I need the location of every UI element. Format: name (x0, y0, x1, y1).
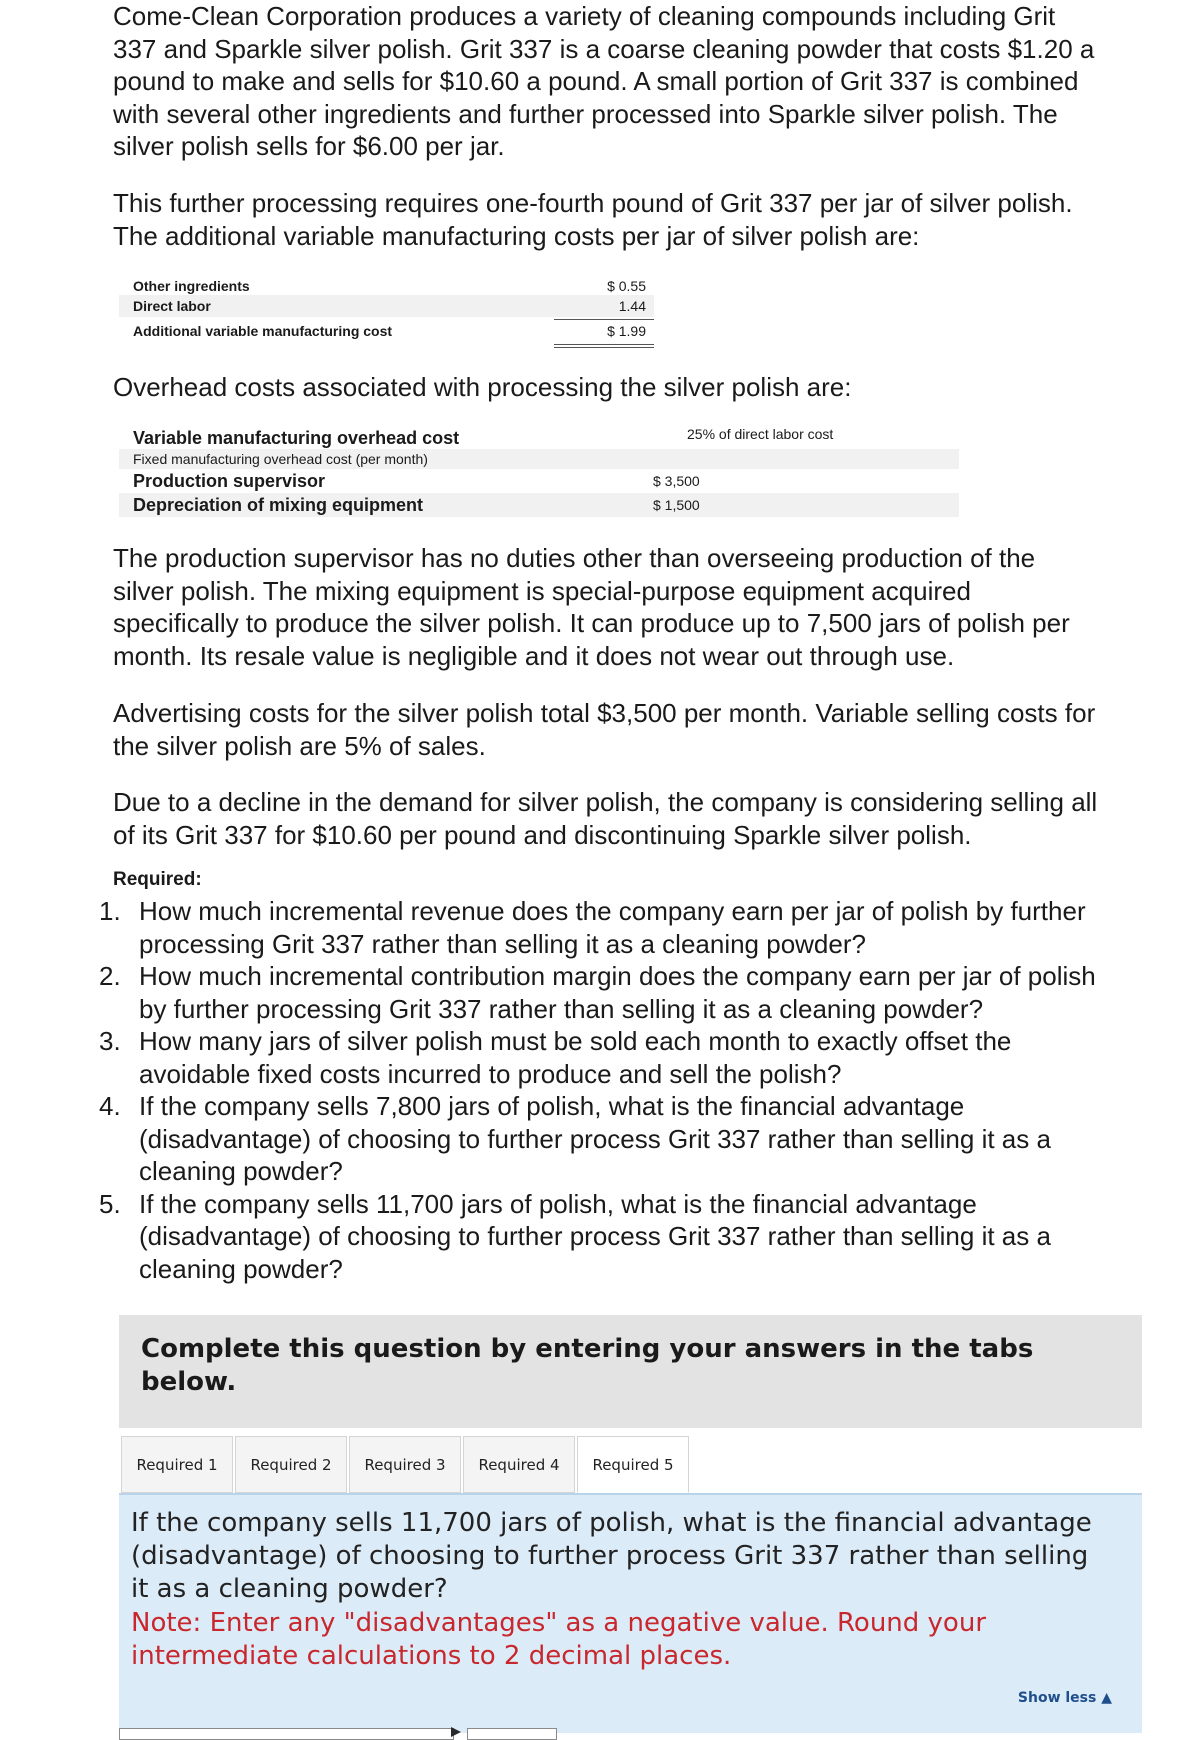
variable-overhead-label: Variable manufacturing overhead cost (133, 428, 460, 448)
table-row (119, 275, 654, 297)
table-row (119, 295, 654, 317)
supervisor-label: Production supervisor (133, 471, 326, 491)
list-item: 2. How much incremental contribution margin does the company earn per jar of polish by further processing Grit 337 rather than selling it as a cleaning powder? (99, 961, 1096, 1024)
list-item: 3. How many jars of silver polish must be sold each month to exactly offset the avoidable fixed costs incurred to produce and sell the polish? (99, 1026, 1012, 1089)
triangle-up-icon: ▲ (1101, 1690, 1112, 1706)
panel-question: If the company sells 11,700 jars of polish, what is the financial advantage (disadvantage) of choosing to further process Grit 337 rather than selling it as a cleaning powder? (131, 1508, 1092, 1604)
answer-table-strip (119, 1725, 1142, 1735)
direct-labor-label: Direct labor (133, 298, 211, 314)
overhead-table (119, 425, 959, 517)
answer-input[interactable] (467, 1728, 557, 1740)
table-row-total (119, 320, 654, 342)
instructions-banner: Complete this question by entering your answers in the tabs below. (119, 1315, 1142, 1428)
additional-cost-amount: $ 1.99 (607, 323, 646, 339)
tab-required-2[interactable]: Required 2 (235, 1436, 347, 1493)
advertising-paragraph: Advertising costs for the silver polish total $3,500 per month. Variable selling costs for the silver polish are 5% of sales. (113, 698, 1096, 761)
list-item: 1. How much incremental revenue does the company earn per jar of polish by further processing Grit 337 rather than selling it as a cleaning powder? (99, 896, 1086, 959)
show-less-button[interactable]: Show less ▲ (1017, 1690, 1112, 1706)
depreciation-label: Depreciation of mixing equipment (133, 495, 424, 515)
supervisor-paragraph: The production supervisor has no duties other than overseeing production of the silver polish. The mixing equipment is special-purpose equipment acquired specifically to produce the silver polish. It can produce up to 7,500 jars of polish per month. Its resale value is negligible and it does not wear out through use. (113, 543, 1070, 671)
input-arrow-icon (451, 1727, 461, 1737)
processing-paragraph: This further processing requires one-fourth pound of Grit 337 per jar of silver polish. The additional variable manufacturing costs per jar of silver polish are: (113, 188, 1073, 251)
depreciation-value: $ 1,500 (653, 497, 700, 513)
overhead-intro: Overhead costs associated with processing the silver polish are: (113, 372, 852, 402)
table-row (119, 427, 959, 451)
table-row (119, 469, 959, 493)
direct-labor-amount: 1.44 (618, 298, 646, 314)
other-ingredients-amount: $ 0.55 (607, 278, 646, 294)
supervisor-value: $ 3,500 (653, 473, 700, 489)
additional-cost-label: Additional variable manufacturing cost (133, 323, 393, 339)
table-row (119, 493, 959, 517)
answer-label-cell (119, 1728, 454, 1740)
panel-note: Note: Enter any "disadvantages" as a negative value. Round your intermediate calculations to 2 decimal places. (131, 1608, 987, 1671)
required-heading: Required: (113, 869, 202, 890)
intro-paragraph: Come-Clean Corporation produces a variety of cleaning compounds including Grit 337 and Sparkle silver polish. Grit 337 is a coarse cleaning powder that costs $1.20 a pound to make and sells for $10.60 a pound. A small portion of Grit 337 is combined with several other ingredients and further processed into Sparkle silver polish. The silver polish sells for $6.00 per jar. (113, 1, 1095, 161)
variable-overhead-value: 25% of direct labor cost (687, 426, 834, 442)
other-ingredients-label: Other ingredients (133, 278, 250, 294)
requirements-list (99, 895, 1159, 1285)
tab-required-5[interactable]: Required 5 (577, 1436, 689, 1493)
decline-paragraph: Due to a decline in the demand for silver polish, the company is considering selling all of its Grit 337 for $10.60 per pound and discontinuing Sparkle silver polish. (113, 787, 1098, 850)
tab-required-4[interactable]: Required 4 (463, 1436, 575, 1493)
total-double-rule-top (554, 344, 654, 345)
list-item: 5. If the company sells 11,700 jars of polish, what is the financial advantage (disadvantage) of choosing to further process Grit 337 rather than selling it as a cleaning powder? (99, 1188, 1051, 1284)
variable-costs-table (119, 275, 654, 347)
total-double-rule-bottom (554, 347, 654, 348)
required-5-panel (119, 1493, 1142, 1733)
tab-required-3[interactable]: Required 3 (349, 1436, 461, 1493)
list-item: 4. If the company sells 7,800 jars of polish, what is the financial advantage (disadvantage) of choosing to further process Grit 337 rather than selling it as a cleaning powder? (99, 1091, 1051, 1186)
table-row (119, 449, 959, 469)
fixed-overhead-label: Fixed manufacturing overhead cost (per month) (133, 451, 428, 467)
tab-required-1[interactable]: Required 1 (121, 1436, 233, 1493)
